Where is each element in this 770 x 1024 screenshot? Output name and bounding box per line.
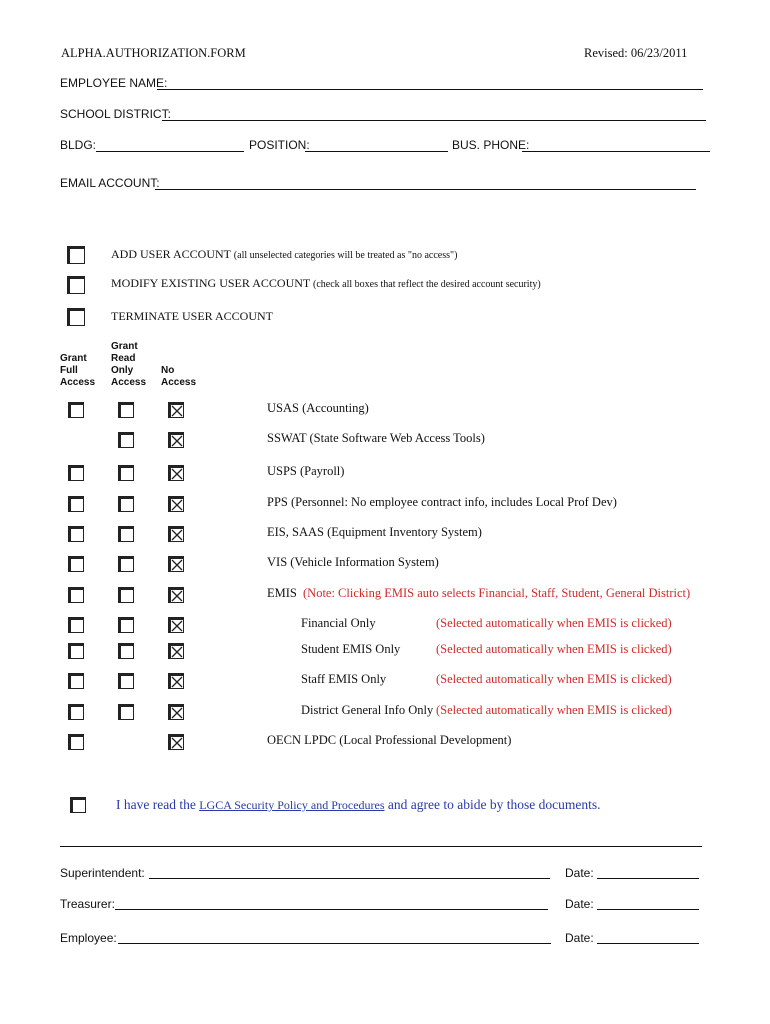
row-6-system-note: (Note: Clicking EMIS auto selects Financial, Staff, Student, General District)	[303, 586, 691, 600]
row-4-no-access-checkbox[interactable]	[168, 526, 184, 542]
row-0-read-only-checkbox[interactable]	[118, 402, 134, 418]
row-3-full-access-checkbox[interactable]	[68, 496, 84, 512]
row-2-full-access-checkbox[interactable]	[68, 465, 84, 481]
treasurer-label: Treasurer:	[60, 897, 115, 911]
bus-phone-field[interactable]	[522, 151, 710, 152]
row-10-full-access-checkbox[interactable]	[68, 704, 84, 720]
row-10-no-access-checkbox[interactable]	[168, 704, 184, 720]
employee-name-label: EMPLOYEE NAME:	[60, 76, 168, 90]
row-11-full-access-checkbox[interactable]	[68, 734, 84, 750]
add-user-note: (all unselected categories will be treated as "no access")	[233, 250, 458, 261]
row-11-system-label: OECN LPDC (Local Professional Development)	[267, 733, 512, 747]
row-6-no-access-checkbox[interactable]	[168, 587, 184, 603]
row-7-no-access-checkbox[interactable]	[168, 617, 184, 633]
column-grant-read-header: Grant Read Only Access	[111, 341, 147, 388]
row-7-system-label: Financial Only	[301, 616, 376, 630]
superintendent-date-field[interactable]	[597, 878, 699, 879]
agreement-suffix: and agree to abide by those documents.	[384, 797, 601, 812]
position-field[interactable]	[305, 151, 448, 152]
add-user-checkbox[interactable]	[67, 246, 85, 264]
row-10-system-note: (Selected automatically when EMIS is clicked)	[436, 703, 672, 717]
row-0-system-label: USAS (Accounting)	[267, 401, 369, 415]
employee-label: Employee:	[60, 931, 117, 945]
employee-date-label: Date:	[565, 931, 594, 945]
email-account-label: EMAIL ACCOUNT:	[60, 176, 160, 190]
row-0-no-access-checkbox[interactable]	[168, 402, 184, 418]
row-4-system-label: EIS, SAAS (Equipment Inventory System)	[267, 525, 482, 539]
row-3-system-label: PPS (Personnel: No employee contract info, includes Local Prof Dev)	[267, 495, 617, 509]
bldg-field[interactable]	[96, 151, 244, 152]
row-11-no-access-checkbox[interactable]	[168, 734, 184, 750]
bus-phone-label: BUS. PHONE:	[452, 138, 530, 152]
superintendent-label: Superintendent:	[60, 866, 145, 880]
row-9-system-note: (Selected automatically when EMIS is clicked)	[436, 672, 672, 686]
row-5-no-access-checkbox[interactable]	[168, 556, 184, 572]
column-no-access-header: No Access	[161, 365, 197, 388]
bldg-label: BLDG:	[60, 138, 97, 152]
row-9-full-access-checkbox[interactable]	[68, 673, 84, 689]
row-2-system-label: USPS (Payroll)	[267, 464, 345, 478]
employee-name-field[interactable]	[157, 89, 703, 90]
row-10-system-label: District General Info Only	[301, 703, 434, 717]
row-8-system-note: (Selected automatically when EMIS is clicked)	[436, 642, 672, 656]
row-3-read-only-checkbox[interactable]	[118, 496, 134, 512]
row-10-read-only-checkbox[interactable]	[118, 704, 134, 720]
row-6-read-only-checkbox[interactable]	[118, 587, 134, 603]
modify-user-note: (check all boxes that reflect the desired account security)	[313, 279, 541, 290]
treasurer-date-field[interactable]	[597, 909, 699, 910]
terminate-user-label: TERMINATE USER ACCOUNT	[111, 309, 274, 323]
row-8-read-only-checkbox[interactable]	[118, 643, 134, 659]
revised-date: Revised: 06/23/2011	[584, 46, 688, 60]
row-1-read-only-checkbox[interactable]	[118, 432, 134, 448]
row-5-full-access-checkbox[interactable]	[68, 556, 84, 572]
agreement-checkbox[interactable]	[70, 797, 86, 813]
row-7-system-note: (Selected automatically when EMIS is clicked)	[436, 616, 672, 630]
terminate-user-checkbox[interactable]	[67, 308, 85, 326]
security-policy-link[interactable]: LGCA Security Policy and Procedures	[199, 798, 385, 812]
school-district-field[interactable]	[162, 120, 706, 121]
row-9-no-access-checkbox[interactable]	[168, 673, 184, 689]
add-user-option	[111, 247, 457, 262]
treasurer-signature-field[interactable]	[115, 909, 548, 910]
superintendent-date-label: Date:	[565, 866, 594, 880]
row-6-system-label: EMIS	[267, 586, 297, 600]
agreement-text	[116, 797, 600, 813]
row-5-system-label: VIS (Vehicle Information System)	[267, 555, 439, 569]
row-9-system-label: Staff EMIS Only	[301, 672, 387, 686]
superintendent-signature-field[interactable]	[149, 878, 550, 879]
row-8-system-label: Student EMIS Only	[301, 642, 401, 656]
position-label: POSITION:	[249, 138, 310, 152]
modify-user-option	[111, 276, 541, 291]
row-8-full-access-checkbox[interactable]	[68, 643, 84, 659]
row-4-read-only-checkbox[interactable]	[118, 526, 134, 542]
row-3-no-access-checkbox[interactable]	[168, 496, 184, 512]
row-7-full-access-checkbox[interactable]	[68, 617, 84, 633]
row-4-full-access-checkbox[interactable]	[68, 526, 84, 542]
section-divider	[60, 846, 702, 847]
row-1-no-access-checkbox[interactable]	[168, 432, 184, 448]
form-name: ALPHA.AUTHORIZATION.FORM	[61, 46, 246, 60]
column-grant-full-header: Grant Full Access	[60, 353, 96, 388]
modify-user-label: MODIFY EXISTING USER ACCOUNT	[111, 276, 311, 290]
school-district-label: SCHOOL DISTRICT:	[60, 107, 171, 121]
agreement-prefix: I have read the	[116, 797, 200, 812]
employee-date-field[interactable]	[597, 943, 699, 944]
modify-user-checkbox[interactable]	[67, 276, 85, 294]
email-account-field[interactable]	[155, 189, 696, 190]
treasurer-date-label: Date:	[565, 897, 594, 911]
employee-signature-field[interactable]	[118, 943, 551, 944]
row-9-read-only-checkbox[interactable]	[118, 673, 134, 689]
row-5-read-only-checkbox[interactable]	[118, 556, 134, 572]
row-0-full-access-checkbox[interactable]	[68, 402, 84, 418]
row-6-full-access-checkbox[interactable]	[68, 587, 84, 603]
row-7-read-only-checkbox[interactable]	[118, 617, 134, 633]
add-user-label: ADD USER ACCOUNT	[111, 247, 231, 261]
row-2-no-access-checkbox[interactable]	[168, 465, 184, 481]
row-1-system-label: SSWAT (State Software Web Access Tools)	[267, 431, 485, 445]
row-8-no-access-checkbox[interactable]	[168, 643, 184, 659]
row-2-read-only-checkbox[interactable]	[118, 465, 134, 481]
